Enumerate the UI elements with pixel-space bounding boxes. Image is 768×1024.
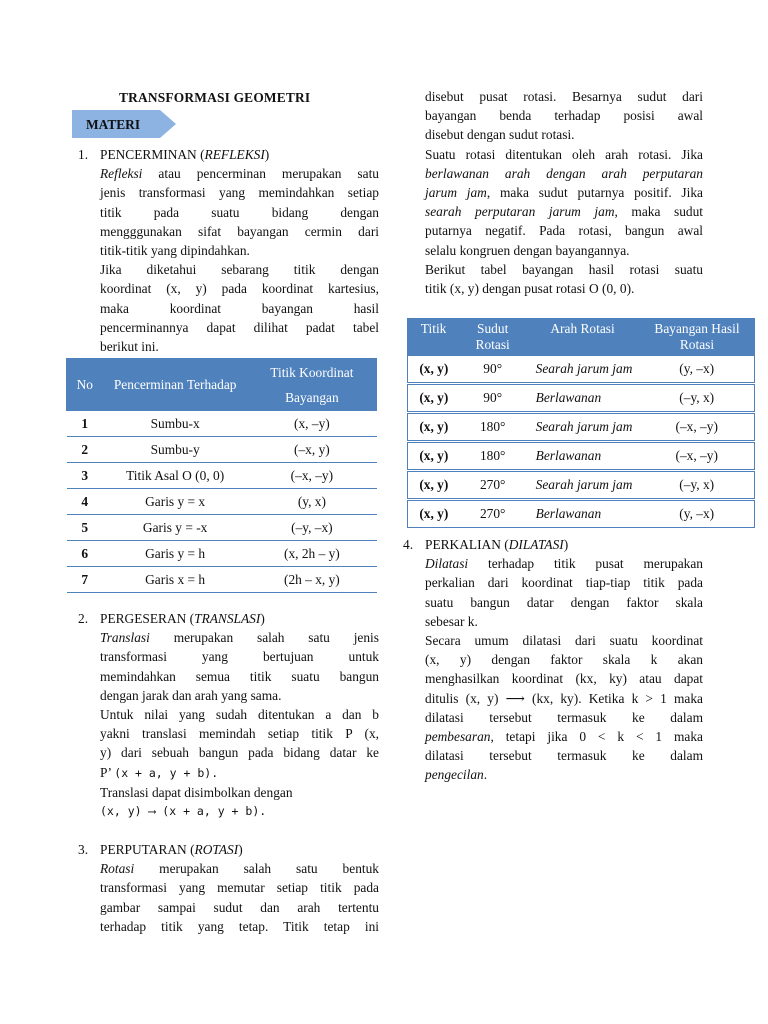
section-3-line2: transformasi yang memutar setiap titik pada <box>100 880 379 896</box>
section-3-right-line9: selalu kongruen dengan bayangannya. <box>425 242 630 258</box>
section-1-number: 1. <box>78 147 89 162</box>
table2-cell-sudut: 180° <box>460 413 526 442</box>
table2-cell-arah: Searah jarum jam <box>526 356 640 384</box>
table1-header-titik: Titik Koordinat Bayangan <box>247 359 376 411</box>
table1-cell-no: 3 <box>67 463 104 489</box>
table2-row <box>408 500 755 528</box>
table1-cell-no: 6 <box>67 541 104 567</box>
table1-cell-no: 5 <box>67 515 104 541</box>
table1-cell-img: (x, 2h – y) <box>247 541 376 567</box>
table2-cell-img: (–y, x) <box>639 471 754 500</box>
table1-cell-no: 7 <box>67 567 104 593</box>
table2-cell-img: (y, –x) <box>639 500 754 528</box>
table1-row <box>67 437 377 463</box>
section-4-line12: pengecilan. <box>425 767 488 783</box>
table1-cell-img: (2h – x, y) <box>247 567 376 593</box>
section-4-line2: perkalian dari koordinat tiap-tiap titik pada <box>425 575 703 591</box>
section-3-right-line7: searah perputaran jarum jam, maka sudut <box>425 204 703 220</box>
table2-cell-sudut: 180° <box>460 442 526 471</box>
table2-cell-arah: Berlawanan <box>526 384 640 413</box>
table2-cell-img: (–y, x) <box>639 384 754 413</box>
section-4-line4: sebesar k. <box>425 613 478 629</box>
section-4-number: 4. <box>403 537 414 552</box>
section-3-number: 3. <box>78 842 89 857</box>
section-3-line1: Rotasi merupakan salah satu bentuk <box>100 861 379 877</box>
table2-cell-titik: (x, y) <box>408 500 460 528</box>
table2-cell-sudut: 90° <box>460 384 526 413</box>
section-3-right-line1: disebut pusat rotasi. Besarnya sudut dari <box>425 89 703 104</box>
section-2-line3: memindahkan semua titik suatu bangun <box>100 668 379 684</box>
section-2-line6: yakni translasi memindah setiap titik P (x, <box>100 726 379 742</box>
table2-cell-sudut: 270° <box>460 500 526 528</box>
section-1-p2-line3: maka koordinat bayangan hasil <box>100 300 379 316</box>
section-4-line10: pembesaran, tetapi jika 0 < k < 1 maka <box>425 729 703 745</box>
page-title: TRANSFORMASI GEOMETRI <box>119 90 311 105</box>
section-3-right-line5: berlawanan arah dengan arah perputaran <box>425 165 703 181</box>
table1-cell-refl: Garis y = x <box>103 489 247 515</box>
table1-row <box>67 541 377 567</box>
table1-cell-refl: Sumbu-x <box>103 411 247 437</box>
table2-cell-arah: Searah jarum jam <box>526 471 640 500</box>
table1-row <box>67 463 377 489</box>
section-1-p2-line5: berikut ini. <box>100 339 159 355</box>
table2-cell-titik: (x, y) <box>408 471 460 500</box>
table1-cell-no: 1 <box>67 411 104 437</box>
table2-cell-titik: (x, y) <box>408 356 460 384</box>
table1-cell-refl: Garis x = h <box>103 567 247 593</box>
table1-cell-no: 4 <box>67 489 104 515</box>
rotation-table <box>407 318 755 528</box>
section-2-line10: (x, y) ⟶ (x + a, y + b). <box>100 804 267 819</box>
section-1-p1-line2: jenis transformasi yang memindahkan setiap <box>100 185 379 201</box>
table1-cell-refl: Sumbu-y <box>103 437 247 463</box>
section-3-line4: terhadap titik yang tetap. Titik tetap ini <box>100 918 379 934</box>
section-4-line11: dilatasi tersebut termasuk ke dalam <box>425 748 703 764</box>
table2-header-titik: Titik <box>408 319 460 356</box>
section-1-p2-line4: pencerminannya dapat dilihat padat tabel <box>100 319 379 335</box>
section-2-line2: transformasi yang bertujuan untuk <box>100 649 379 665</box>
section-1 <box>100 145 379 356</box>
section-2-line1: Translasi merupakan salah satu jenis <box>100 630 379 646</box>
section-1-p1-line4: mengggunakan sifat bayangan cermin dari <box>100 223 379 239</box>
section-1-p1-line3: titik pada suatu bidang dengan <box>100 204 379 220</box>
section-1-p1-line5: titik-titik yang dipindahkan. <box>100 243 250 259</box>
table1-header-no: No <box>67 359 104 411</box>
section-2 <box>100 609 379 821</box>
table2-cell-img: (y, –x) <box>639 356 754 384</box>
section-3-right-line3: disebut dengan sudut rotasi. <box>425 127 575 143</box>
table2-row <box>408 442 755 471</box>
table2-cell-titik: (x, y) <box>408 413 460 442</box>
table1-cell-refl: Titik Asal O (0, 0) <box>103 463 247 489</box>
table2-header-sudut: Sudut Rotasi <box>460 319 526 356</box>
table1-cell-refl: Garis y = -x <box>103 515 247 541</box>
section-4-heading: PERKALIAN (DILATASI) <box>425 537 569 552</box>
section-3-right-line6: jarum jam, maka sudut putarnya positif. Jika <box>425 185 703 201</box>
section-3-right-line11: titik (x, y) dengan pusat rotasi O (0, 0). <box>425 281 635 297</box>
section-3-right-line4: Suatu rotasi ditentukan oleh arah rotasi. Jika <box>425 146 703 162</box>
section-4-line7: menghasilkan koordinat (kx, ky) atau dapat <box>425 671 703 687</box>
table1-row <box>67 515 377 541</box>
section-1-p1-line1: Refleksi atau pencerminan merupakan satu <box>100 166 379 182</box>
table1-cell-no: 2 <box>67 437 104 463</box>
section-3-left <box>100 840 379 936</box>
table2-row <box>408 384 755 413</box>
table2-cell-sudut: 90° <box>460 356 526 384</box>
section-4-line1: Dilatasi terhadap titik pusat merupakan <box>425 556 703 572</box>
section-1-p2-line2: koordinat (x, y) pada koordinat kartesius, <box>100 281 379 297</box>
table2-row <box>408 471 755 500</box>
table1-header-pencerminan: Pencerminan Terhadap <box>103 359 247 411</box>
section-3-line3: gambar sampai sudut dan arah tertentu <box>100 899 379 915</box>
table2-cell-titik: (x, y) <box>408 384 460 413</box>
table1-cell-img: (y, x) <box>247 489 376 515</box>
section-3-right-line10: Berikut tabel bayangan hasil rotasi suatu <box>425 261 703 277</box>
section-4-line8: ditulis (x, y) ⟶ (kx, ky). Ketika k > 1 maka <box>425 690 703 706</box>
table2-cell-arah: Searah jarum jam <box>526 413 640 442</box>
table2-cell-arah: Berlawanan <box>526 500 640 528</box>
section-2-line7: y) dari sebuah bangun pada bidang datar ke <box>100 745 379 761</box>
materi-tag <box>72 110 176 138</box>
section-2-heading: PERGESERAN (TRANSLASI) <box>100 611 265 626</box>
section-4 <box>425 535 703 785</box>
section-4-line5: Secara umum dilatasi dari suatu koordinat <box>425 633 703 649</box>
table2-header-arah: Arah Rotasi <box>526 319 640 356</box>
section-3-right-line2: bayangan benda terhadap posisi awal <box>425 108 703 124</box>
section-2-line9: Translasi dapat disimbolkan dengan <box>100 784 293 800</box>
section-1-heading: PENCERMINAN (REFLEKSI) <box>100 147 270 162</box>
table1-cell-img: (x, –y) <box>247 411 376 437</box>
section-4-line6: (x, y) dengan faktor skala k akan <box>425 652 703 668</box>
section-3-heading: PERPUTARAN (ROTASI) <box>100 842 243 857</box>
section-4-line9: dilatasi tersebut termasuk ke dalam <box>425 709 703 725</box>
table2-row <box>408 356 755 384</box>
table1-cell-refl: Garis y = h <box>103 541 247 567</box>
section-3-right <box>425 87 703 298</box>
section-4-line3: suatu bangun datar dengan faktor skala <box>425 594 703 610</box>
table2-cell-titik: (x, y) <box>408 442 460 471</box>
table2-row <box>408 413 755 442</box>
table2-cell-img: (–x, –y) <box>639 442 754 471</box>
table2-cell-img: (–x, –y) <box>639 413 754 442</box>
section-3-right-line8: putarnya negatif. Pada rotasi, bangun awal <box>425 223 703 239</box>
section-2-number: 2. <box>78 611 89 626</box>
table1-cell-img: (–x, –y) <box>247 463 376 489</box>
section-1-p2-line1: Jika diketahui sebarang titik dengan <box>100 262 379 278</box>
table2-cell-arah: Berlawanan <box>526 442 640 471</box>
reflection-table <box>66 358 377 593</box>
table1-cell-img: (–y, –x) <box>247 515 376 541</box>
table1-row <box>67 489 377 515</box>
table2-header-bayangan: Bayangan Hasil Rotasi <box>639 319 754 356</box>
table1-row <box>67 411 377 437</box>
section-2-line8: P’ (x + a, y + b). <box>100 764 219 780</box>
materi-label: MATERI <box>86 117 141 132</box>
table1-row <box>67 567 377 593</box>
section-2-line4: dengan jarak dan arah yang sama. <box>100 687 282 703</box>
table1-cell-img: (–x, y) <box>247 437 376 463</box>
section-2-line5: Untuk nilai yang sudah ditentukan a dan b <box>100 707 379 723</box>
table2-cell-sudut: 270° <box>460 471 526 500</box>
